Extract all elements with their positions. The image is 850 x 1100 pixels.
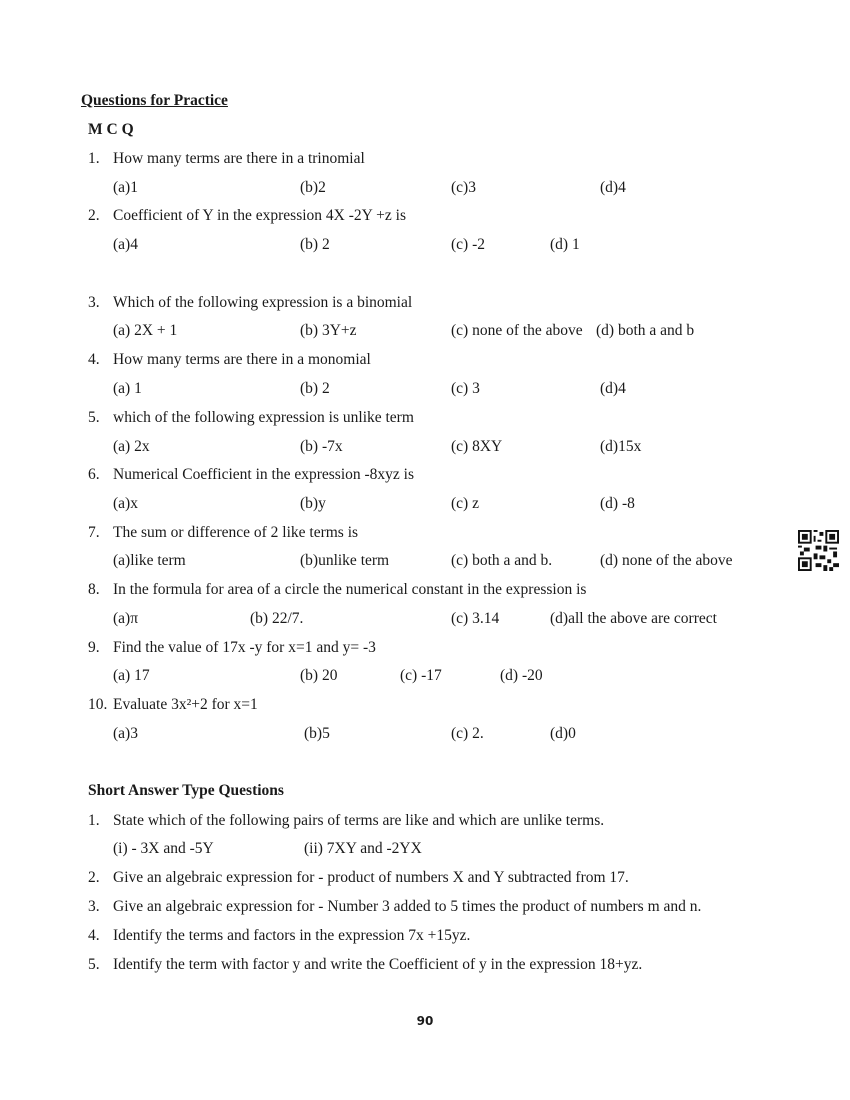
question-number: 2.	[88, 207, 100, 224]
question-number: 7.	[88, 524, 100, 541]
question-text: Identify the terms and factors in the expression 7x +15yz.	[113, 927, 471, 944]
option-b: (b) 20	[300, 667, 338, 684]
option-c: (c) both a and b.	[451, 552, 553, 569]
page-number: 90	[416, 1014, 434, 1028]
option-c: (c) z	[451, 495, 479, 512]
question-text: Which of the following expression is a binomial	[113, 294, 413, 311]
mcq-heading: M C Q	[88, 121, 134, 138]
question-text: Identify the term with factor y and write the Coefficient of y in the expression 18+yz.	[113, 956, 643, 973]
option-a: (a)1	[113, 179, 138, 196]
option-c: (c) -2	[451, 236, 485, 253]
option-c: (c) none of the above	[451, 322, 583, 339]
question-number: 1.	[88, 812, 100, 829]
option-d: (d) 1	[550, 236, 580, 253]
question-number: 1.	[88, 150, 100, 167]
option-a: (a)4	[113, 236, 138, 253]
question-number: 4.	[88, 927, 100, 944]
question-text: State which of the following pairs of terms are like and which are unlike terms.	[113, 812, 605, 829]
option-c: (c) -17	[400, 667, 442, 684]
question-text: How many terms are there in a monomial	[113, 351, 371, 368]
option-c: (c)3	[451, 179, 476, 196]
option-d: (d) both a and b	[596, 322, 695, 339]
option-a: (a) 2x	[113, 438, 150, 455]
option-c: (c) 8XY	[451, 438, 503, 455]
question-number: 8.	[88, 581, 100, 598]
question-text: In the formula for area of a circle the numerical constant in the expression is	[113, 581, 587, 598]
option-a: (a)π	[113, 610, 139, 627]
short-answer-heading: Short Answer Type Questions	[88, 782, 284, 799]
question-number: 10.	[88, 696, 108, 713]
option-b: (b) -7x	[300, 438, 343, 455]
question-number: 6.	[88, 466, 100, 483]
question-number: 5.	[88, 956, 100, 973]
question-number: 3.	[88, 898, 100, 915]
question-text: Coefficient of Y in the expression 4X -2Y +z is	[113, 207, 406, 224]
option-d: (d)4	[600, 380, 626, 397]
option-c: (c) 3	[451, 380, 480, 397]
option-b: (b)5	[304, 725, 330, 742]
question-number: 3.	[88, 294, 100, 311]
qr-code-icon	[798, 530, 839, 571]
option-b: (b) 22/7.	[250, 610, 304, 627]
sub-item-ii: (ii) 7XY and -2YX	[304, 840, 422, 857]
question-number: 2.	[88, 869, 100, 886]
option-d: (d)4	[600, 179, 626, 196]
sub-item-i: (i) - 3X and -5Y	[113, 840, 214, 857]
option-a: (a) 2X + 1	[113, 322, 178, 339]
option-d: (d) none of the above	[600, 552, 733, 569]
option-b: (b) 2	[300, 380, 330, 397]
option-a: (a)3	[113, 725, 138, 742]
option-d: (d)all the above are correct	[550, 610, 717, 627]
option-b: (b)unlike term	[300, 552, 390, 569]
question-text: Find the value of 17x -y for x=1 and y= -3	[113, 639, 376, 656]
question-number: 5.	[88, 409, 100, 426]
option-a: (a)x	[113, 495, 138, 512]
question-text: The sum or difference of 2 like terms is	[113, 524, 359, 541]
question-number: 9.	[88, 639, 100, 656]
question-text: How many terms are there in a trinomial	[113, 150, 365, 167]
option-b: (b) 2	[300, 236, 330, 253]
option-b: (b) 3Y+z	[300, 322, 357, 339]
option-a: (a)like term	[113, 552, 186, 569]
option-b: (b)y	[300, 495, 326, 512]
question-text: Numerical Coefficient in the expression -8xyz is	[113, 466, 415, 483]
option-a: (a) 1	[113, 380, 142, 397]
question-text: which of the following expression is unlike term	[113, 409, 414, 426]
option-d: (d) -20	[500, 667, 543, 684]
option-d: (d)15x	[600, 438, 642, 455]
question-text: Give an algebraic expression for - Number 3 added to 5 times the product of numbers m and n.	[113, 898, 702, 915]
question-text: Give an algebraic expression for - product of numbers X and Y subtracted from 17.	[113, 869, 629, 886]
option-c: (c) 3.14	[451, 610, 500, 627]
option-a: (a) 17	[113, 667, 150, 684]
option-d: (d)0	[550, 725, 576, 742]
section-heading: Questions for Practice	[81, 92, 228, 109]
option-c: (c) 2.	[451, 725, 484, 742]
option-d: (d) -8	[600, 495, 635, 512]
question-text: Evaluate 3x²+2 for x=1	[113, 696, 258, 713]
question-number: 4.	[88, 351, 100, 368]
option-b: (b)2	[300, 179, 326, 196]
